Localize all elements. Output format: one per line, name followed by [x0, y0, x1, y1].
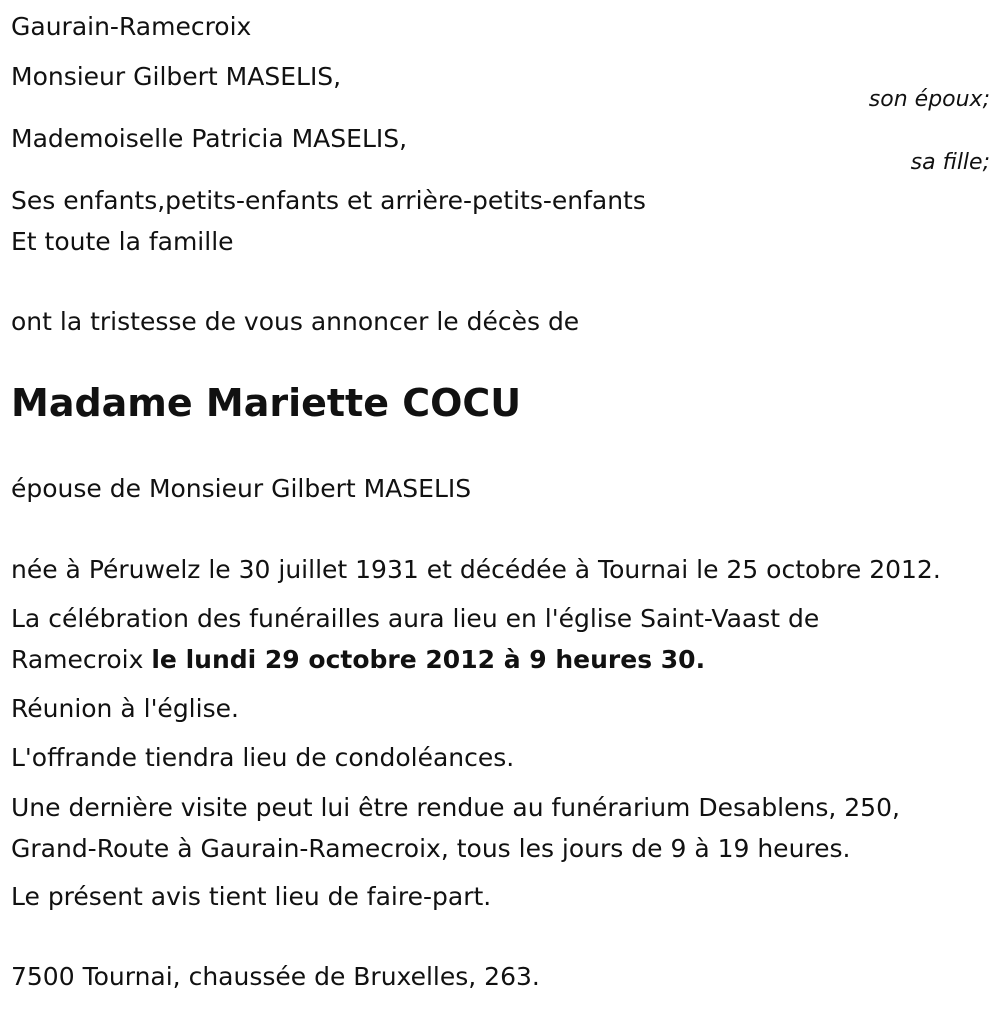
family-member-relation: son époux;	[868, 87, 990, 112]
visit-note: Grand-Route à Gaurain-Ramecroix, tous les jours de 9 à 19 heures.	[11, 834, 851, 863]
ceremony-datetime: le lundi 29 octobre 2012 à 9 heures 30.	[151, 645, 706, 674]
address-line: 7500 Tournai, chaussée de Bruxelles, 263.	[11, 962, 540, 991]
ceremony-place: Ramecroix	[11, 645, 152, 674]
spouse-line: épouse de Monsieur Gilbert MASELIS	[11, 474, 472, 503]
visit-note: Une dernière visite peut lui être rendue au funérarium Desablens, 250,	[11, 793, 900, 822]
family-extra-line: Ses enfants,petits-enfants et arrière-petits-enfants	[11, 186, 646, 215]
dates-line: née à Péruwelz le 30 juillet 1931 et décédée à Tournai le 25 octobre 2012.	[11, 555, 941, 584]
meeting-note: Réunion à l'église.	[11, 694, 239, 723]
family-extra-line: Et toute la famille	[11, 227, 234, 256]
offering-note: L'offrande tiendra lieu de condoléances.	[11, 743, 515, 772]
notice-note: Le présent avis tient lieu de faire-part.	[11, 882, 492, 911]
family-member-relation: sa fille;	[910, 150, 990, 175]
location-heading: Gaurain-Ramecroix	[11, 12, 252, 41]
family-member-name: Mademoiselle Patricia MASELIS,	[11, 124, 408, 153]
deceased-name: Madame Mariette COCU	[11, 381, 522, 425]
family-member-name: Monsieur Gilbert MASELIS,	[11, 62, 342, 91]
announcement-text: ont la tristesse de vous annoncer le décès de	[11, 307, 580, 336]
ceremony-line	[11, 647, 705, 672]
ceremony-line: La célébration des funérailles aura lieu en l'église Saint-Vaast de	[11, 604, 820, 633]
